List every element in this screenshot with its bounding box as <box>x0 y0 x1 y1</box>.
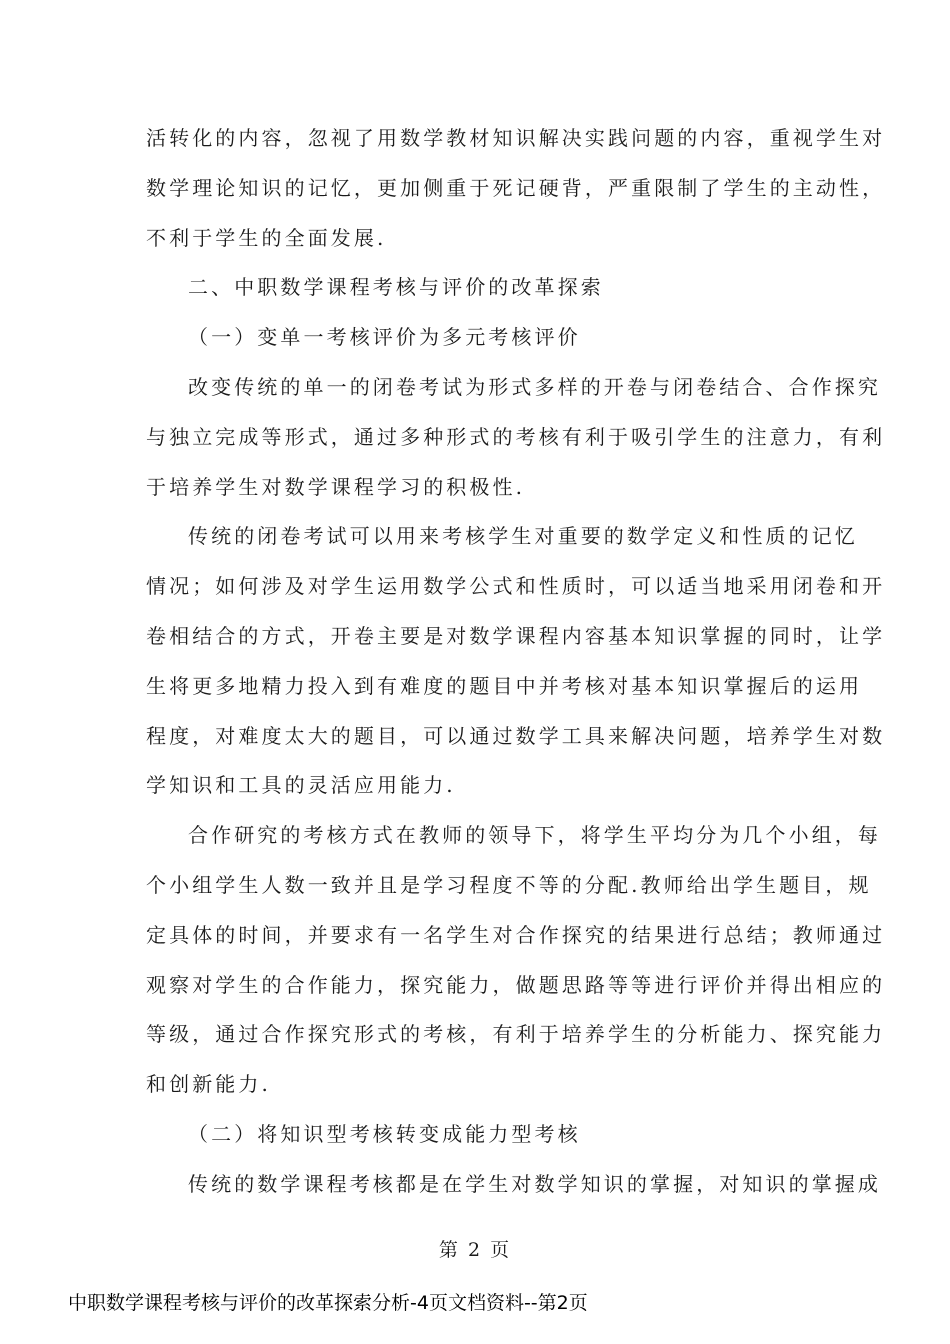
body-text-line: 于培养学生对数学课程学习的积极性. <box>146 475 526 499</box>
body-text-line: 数学理论知识的记忆，更加侧重于死记硬背，严重限制了学生的主动性， <box>146 176 886 200</box>
body-text-line: 活转化的内容，忽视了用数学教材知识解决实践问题的内容，重视学生对 <box>146 126 886 150</box>
body-text-line: 和创新能力. <box>146 1072 271 1096</box>
body-text-line: 情况；如何涉及对学生运用数学公式和性质时，可以适当地采用闭卷和开 <box>146 574 886 598</box>
body-text-line: 卷相结合的方式，开卷主要是对数学课程内容基本知识掌握的同时，让学 <box>146 624 886 648</box>
body-text-line: 定具体的时间，并要求有一名学生对合作探究的结果进行总结；教师通过 <box>146 923 886 947</box>
body-text-line: 观察对学生的合作能力，探究能力，做题思路等等进行评价并得出相应的 <box>146 973 886 997</box>
body-text-line: 与独立完成等形式，通过多种形式的考核有利于吸引学生的注意力，有利 <box>146 425 886 449</box>
body-text-line: 程度，对难度太大的题目，可以通过数学工具来解决问题，培养学生对数 <box>146 724 886 748</box>
body-text-line: 等级，通过合作探究形式的考核，有利于培养学生的分析能力、探究能力 <box>146 1022 886 1046</box>
section-heading: 二、中职数学课程考核与评价的改革探索 <box>188 275 604 299</box>
body-text-line: 生将更多地精力投入到有难度的题目中并考核对基本知识掌握后的运用 <box>146 674 863 698</box>
body-text-line: 传统的数学课程考核都是在学生对数学知识的掌握，对知识的掌握成 <box>188 1172 881 1196</box>
subsection-heading: （一）变单一考核评价为多元考核评价 <box>188 325 581 349</box>
page-number: 第 2 页 <box>438 1239 512 1261</box>
body-text-line: 合作研究的考核方式在教师的领导下，将学生平均分为几个小组，每 <box>188 823 881 847</box>
footer-title: 中职数学课程考核与评价的改革探索分析-4页文档资料--第2页 <box>68 1292 588 1314</box>
body-text-line: 不利于学生的全面发展. <box>146 226 387 250</box>
subsection-heading: （二）将知识型考核转变成能力型考核 <box>188 1122 581 1146</box>
body-text-line: 改变传统的单一的闭卷考试为形式多样的开卷与闭卷结合、合作探究 <box>188 375 881 399</box>
body-text-line: 个小组学生人数一致并且是学习程度不等的分配.教师给出学生题目，规 <box>146 873 872 897</box>
body-text-line: 传统的闭卷考试可以用来考核学生对重要的数学定义和性质的记忆 <box>188 524 858 548</box>
body-text-line: 学知识和工具的灵活应用能力. <box>146 773 456 797</box>
